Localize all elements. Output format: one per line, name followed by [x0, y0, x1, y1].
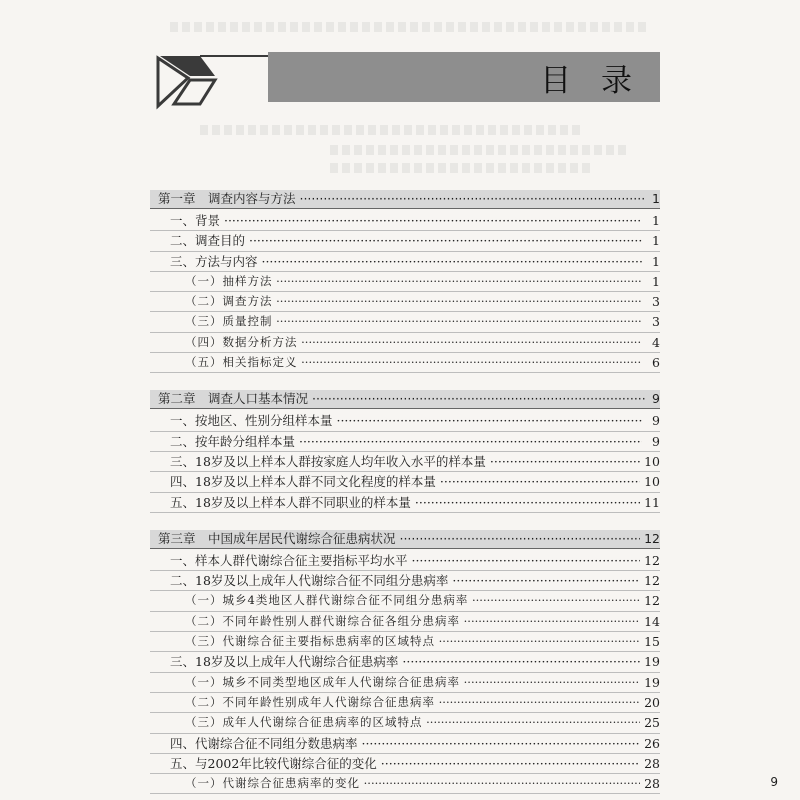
toc-subsection[interactable]: [150, 353, 660, 373]
toc-entry-title: 三、18岁及以上成年人代谢综合征患病率 ·····: [170, 652, 642, 671]
toc-entry-title: （三）质量控制 ·····: [185, 312, 642, 331]
toc-subsection[interactable]: [150, 591, 660, 611]
toc-entry-title: 五、18岁及以上样本人群不同职业的样本量 ·····: [170, 493, 642, 512]
toc-entry-title: 四、代谢综合征不同组分数患病率 ·····: [170, 734, 642, 753]
toc-section[interactable]: [150, 472, 660, 492]
toc-entry-title: （四）数据分析方法 ·····: [185, 333, 642, 352]
toc-section[interactable]: [150, 432, 660, 452]
chapter-heading[interactable]: [150, 530, 660, 549]
toc-entry-page: 12: [640, 571, 660, 590]
toc-subsection[interactable]: [150, 693, 660, 713]
toc-entry-page: 20: [640, 693, 660, 712]
toc-entry-title: 二、18岁及以上成年人代谢综合征不同组分患病率 ·····: [170, 571, 642, 590]
page-number: 9: [770, 775, 778, 789]
toc-entry-title: 四、18岁及以上样本人群不同文化程度的样本量 ·····: [170, 472, 642, 491]
chapter-page: 12: [640, 530, 660, 548]
chapter-title: 第三章 中国成年居民代谢综合征患病状况 ·····: [158, 530, 646, 548]
toc-entry-page: 19: [640, 652, 660, 671]
toc-entry-page: 1: [648, 272, 660, 291]
toc-entry-page: 9: [648, 411, 660, 430]
chevron-decoration-icon: [140, 46, 270, 116]
toc-entry-title: 一、按地区、性别分组样本量 ·····: [170, 411, 642, 430]
page-title: 目 录: [540, 63, 642, 99]
toc-entry-page: 28: [640, 774, 660, 793]
toc-entry-page: 9: [648, 432, 660, 451]
toc-entry-title: 三、18岁及以上样本人群按家庭人均年收入水平的样本量 ·····: [170, 452, 642, 471]
toc-entry-title: （二）调查方法 ·····: [185, 292, 642, 311]
toc-entry-title: （一）城乡4类地区人群代谢综合征不同组分患病率 ·····: [185, 591, 642, 610]
toc-entry-page: 3: [648, 312, 660, 331]
toc-subsection[interactable]: [150, 673, 660, 693]
toc-section[interactable]: [150, 252, 660, 272]
toc-section[interactable]: [150, 571, 660, 591]
toc-entry-page: 26: [640, 734, 660, 753]
toc-entry-page: 15: [640, 632, 660, 651]
toc-entry-title: （五）相关指标定义 ·····: [185, 353, 642, 372]
toc-entry-title: 二、按年龄分组样本量 ·····: [170, 432, 642, 451]
toc-entry-title: （一）抽样方法 ·····: [185, 272, 642, 291]
toc-subsection[interactable]: [150, 292, 660, 312]
toc-entry-title: （二）不同年龄性别成年人代谢综合征患病率 ·····: [185, 693, 642, 712]
chapter-heading[interactable]: [150, 390, 660, 409]
toc-entry-page: 1: [648, 231, 660, 250]
toc-subsection[interactable]: [150, 312, 660, 332]
toc-entry-title: 一、样本人群代谢综合征主要指标平均水平 ·····: [170, 551, 642, 570]
toc-entry-page: 3: [648, 292, 660, 311]
toc-section[interactable]: [150, 493, 660, 513]
toc-entry-title: （三）代谢综合征主要指标患病率的区域特点 ·····: [185, 632, 642, 651]
toc-entry-title: （二）不同年龄性别人群代谢综合征各组分患病率 ·····: [185, 612, 642, 631]
toc-entry-title: 一、背景 ·····: [170, 211, 642, 230]
toc-subsection[interactable]: [150, 272, 660, 292]
toc-subsection[interactable]: [150, 333, 660, 353]
toc-section[interactable]: [150, 211, 660, 231]
bleed-through-text: [330, 145, 630, 155]
chapter-page: 9: [648, 390, 660, 408]
toc-entry-title: 二、调查目的 ·····: [170, 231, 642, 250]
toc-entry-page: 6: [648, 353, 660, 372]
toc-entry-title: 三、方法与内容 ·····: [170, 252, 642, 271]
toc-entry-page: 4: [648, 333, 660, 352]
toc-entry-page: 11: [640, 493, 660, 512]
toc-subsection[interactable]: [150, 713, 660, 733]
toc-entry-page: 12: [640, 591, 660, 610]
bleed-through-text: [200, 125, 580, 135]
toc-section[interactable]: [150, 411, 660, 431]
toc-subsection[interactable]: [150, 632, 660, 652]
chapter-page: 1: [648, 190, 660, 208]
toc-entry-page: 25: [640, 713, 660, 732]
bleed-through-text: [330, 163, 590, 173]
toc-subsection[interactable]: [150, 612, 660, 632]
toc-entry-title: （一）城乡不同类型地区成年人代谢综合征患病率 ·····: [185, 673, 642, 692]
toc-entry-page: 14: [640, 612, 660, 631]
toc-entry-page: 10: [640, 472, 660, 491]
toc-section[interactable]: [150, 754, 660, 774]
toc-entry-title: （一）代谢综合征患病率的变化 ·····: [185, 774, 642, 793]
chapter-heading[interactable]: [150, 190, 660, 209]
chapter-title: 第一章 调查内容与方法 ·····: [158, 190, 646, 208]
toc-entry-page: 10: [640, 452, 660, 471]
toc-section[interactable]: [150, 452, 660, 472]
toc-entry-page: 19: [640, 673, 660, 692]
toc-entry-title: 五、与2002年比较代谢综合征的变化 ·····: [170, 754, 642, 773]
title-banner: [268, 52, 660, 102]
table-of-contents: [150, 190, 660, 794]
toc-entry-title: （三）成年人代谢综合征患病率的区域特点 ·····: [185, 713, 642, 732]
toc-subsection[interactable]: [150, 774, 660, 794]
toc-section[interactable]: [150, 652, 660, 672]
toc-section[interactable]: [150, 734, 660, 754]
toc-section[interactable]: [150, 231, 660, 251]
chapter-title: 第二章 调查人口基本情况 ·····: [158, 390, 646, 408]
toc-entry-page: 12: [640, 551, 660, 570]
bleed-through-text: [170, 22, 650, 32]
toc-section[interactable]: [150, 551, 660, 571]
toc-entry-page: 1: [648, 211, 660, 230]
toc-entry-page: 1: [648, 252, 660, 271]
toc-entry-page: 28: [640, 754, 660, 773]
